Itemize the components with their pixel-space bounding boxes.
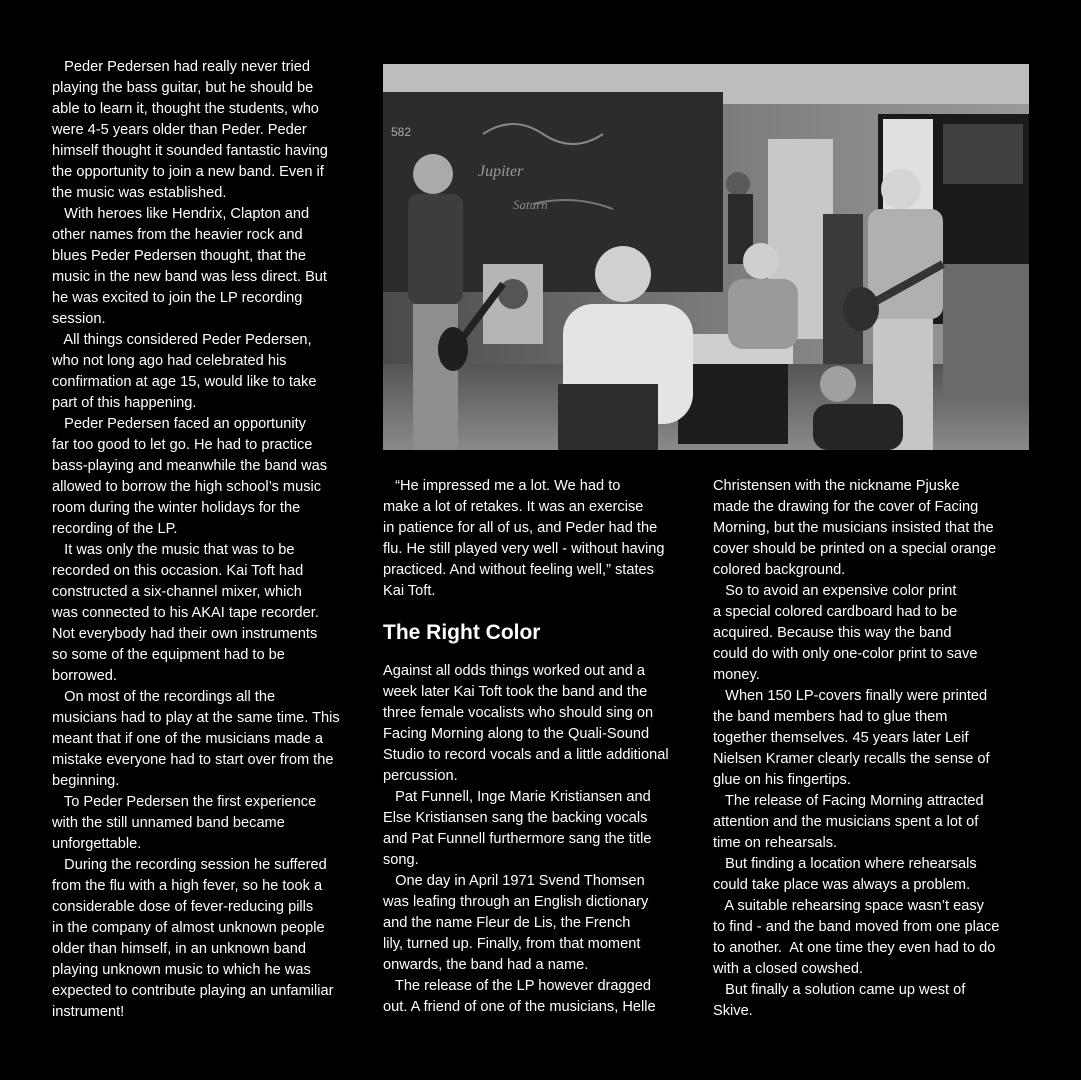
text-line: money. — [713, 667, 760, 683]
text-line: With heroes like Hendrix, Clapton and — [52, 206, 310, 222]
text-line: made the drawing for the cover of Facing — [713, 499, 979, 515]
text-line: glue on his fingertips. — [713, 772, 851, 788]
text-line: song. — [383, 852, 419, 868]
text-line: Studio to record vocals and a little additional — [383, 747, 669, 763]
text-line: It was only the music that was to be — [52, 542, 295, 558]
text-line: Else Kristiansen sang the backing vocals — [383, 810, 648, 826]
board-number-text: 582 — [391, 125, 412, 139]
text-line: To Peder Pedersen the first experience — [52, 794, 317, 810]
text-line: able to learn it, thought the students, who — [52, 101, 319, 117]
text-line: was connected to his AKAI tape recorder. — [52, 605, 319, 621]
text-line: room during the winter holidays for the — [52, 500, 301, 516]
text-column-1 — [52, 57, 370, 1023]
text-line: But finally a solution came up west of — [713, 982, 966, 998]
text-line: session. — [52, 311, 106, 327]
text-line: in the company of almost unknown people — [52, 920, 325, 936]
text-line: and Pat Funnell furthermore sang the title — [383, 831, 652, 847]
text-line: All things considered Peder Pedersen, — [52, 332, 312, 348]
text-line: One day in April 1971 Svend Thomsen — [383, 873, 645, 889]
text-line: unforgettable. — [52, 836, 142, 852]
text-line: and the name Fleur de Lis, the French — [383, 915, 631, 931]
text-line: mistake everyone had to start over from the — [52, 752, 334, 768]
section-heading: The Right Color — [383, 621, 541, 644]
text-line: beginning. — [52, 773, 120, 789]
text-line: with the still unnamed band became — [52, 815, 285, 831]
text-line: bass-playing and meanwhile the band was — [52, 458, 328, 474]
quote-line: flu. He still played very well - without having — [383, 541, 665, 557]
text-line: But finding a location where rehearsals — [713, 856, 977, 872]
text-line: from the flu with a high fever, so he took a — [52, 878, 323, 894]
text-line: acquired. Because this way the band — [713, 625, 952, 641]
text-line: recorded on this occasion. Kai Toft had — [52, 563, 304, 579]
text-line: three female vocalists who should sing on — [383, 705, 654, 721]
text-line: So to avoid an expensive color print — [713, 583, 957, 599]
text-line: Not everybody had their own instruments — [52, 626, 318, 642]
text-line: who not long ago had celebrated his — [52, 353, 287, 369]
text-line: Peder Pedersen had really never tried — [52, 59, 310, 75]
text-line: allowed to borrow the high school’s music — [52, 479, 322, 495]
text-line: other names from the heavier rock and — [52, 227, 303, 243]
text-line: with a closed cowshed. — [713, 961, 864, 977]
text-line: colored background. — [713, 562, 846, 578]
text-line: could take place was always a problem. — [713, 877, 971, 893]
text-line: instrument! — [52, 1004, 125, 1020]
text-column-3 — [713, 476, 1033, 1022]
text-line: borrowed. — [52, 668, 117, 684]
text-line: himself thought it sounded fantastic having — [52, 143, 328, 159]
text-line: expected to contribute playing an unfamiliar — [52, 983, 334, 999]
text-line: Pat Funnell, Inge Marie Kristiansen and — [383, 789, 651, 805]
text-line: On most of the recordings all the — [52, 689, 276, 705]
text-line: Facing Morning along to the Quali-Sound — [383, 726, 650, 742]
text-line: constructed a six-channel mixer, which — [52, 584, 302, 600]
text-line: were 4-5 years older than Peder. Peder — [52, 122, 307, 138]
text-line: to find - and the band moved from one place — [713, 919, 1000, 935]
text-line: During the recording session he suffered — [52, 857, 327, 873]
text-line: blues Peder Pedersen thought, that the — [52, 248, 306, 264]
quote-line: “He impressed me a lot. We had to — [383, 478, 621, 494]
text-column-2 — [383, 476, 701, 1018]
text-line: out. A friend of one of the musicians, Helle — [383, 999, 656, 1015]
quote-line: make a lot of retakes. It was an exercise — [383, 499, 644, 515]
board-word-text: Jupiter — [478, 163, 524, 180]
text-line: Against all odds things worked out and a — [383, 663, 646, 679]
text-line: onwards, the band had a name. — [383, 957, 589, 973]
text-line: the opportunity to join a new band. Even if — [52, 164, 324, 180]
text-line: When 150 LP-covers finally were printed — [713, 688, 988, 704]
text-line: playing unknown music to which he was — [52, 962, 311, 978]
text-line: Peder Pedersen faced an opportunity — [52, 416, 306, 432]
quote-line: in patience for all of us, and Peder had the — [383, 520, 658, 536]
text-line: to another. At one time they even had to do — [713, 940, 996, 956]
text-line: playing the bass guitar, but he should be — [52, 80, 314, 96]
text-line: so some of the equipment had to be — [52, 647, 285, 663]
text-line: was leafing through an English dictionary — [383, 894, 649, 910]
text-line: The release of the LP however dragged — [383, 978, 652, 994]
text-line: Morning, but the musicians insisted that the — [713, 520, 994, 536]
text-line: Nielsen Kramer clearly recalls the sense of — [713, 751, 990, 767]
text-line: could do with only one-color print to save — [713, 646, 978, 662]
text-line: meant that if one of the musicians made a — [52, 731, 323, 747]
text-line: considerable dose of fever-reducing pills — [52, 899, 314, 915]
text-line: recording of the LP. — [52, 521, 178, 537]
text-line: Christensen with the nickname Pjuske — [713, 478, 960, 494]
text-line: the music was established. — [52, 185, 227, 201]
text-line: week later Kai Toft took the band and the — [383, 684, 648, 700]
text-line: confirmation at age 15, would like to take — [52, 374, 317, 390]
text-line: percussion. — [383, 768, 458, 784]
text-line: time on rehearsals. — [713, 835, 838, 851]
text-line: far too good to let go. He had to practice — [52, 437, 313, 453]
text-line: A suitable rehearsing space wasn’t easy — [713, 898, 984, 914]
board-word-text: Saturn — [513, 197, 548, 212]
text-line: he was excited to join the LP recording — [52, 290, 303, 306]
text-line: a special colored cardboard had to be — [713, 604, 958, 620]
text-line: music in the new band was less direct. But — [52, 269, 327, 285]
quote-line: Kai Toft. — [383, 583, 436, 599]
text-line: musicians had to play at the same time. This — [52, 710, 340, 726]
text-line: Skive. — [713, 1003, 753, 1019]
text-line: The release of Facing Morning attracted — [713, 793, 984, 809]
text-line: older than himself, in an unknown band — [52, 941, 306, 957]
text-line: attention and the musicians spent a lot of — [713, 814, 979, 830]
quote-line: practiced. And without feeling well,” states — [383, 562, 654, 578]
band-recording-photo — [383, 64, 1029, 450]
text-line: cover should be printed on a special orange — [713, 541, 997, 557]
text-line: part of this happening. — [52, 395, 197, 411]
text-line: together themselves. 45 years later Leif — [713, 730, 969, 746]
text-line: lily, turned up. Finally, from that moment — [383, 936, 641, 952]
text-line: the band members had to glue them — [713, 709, 948, 725]
